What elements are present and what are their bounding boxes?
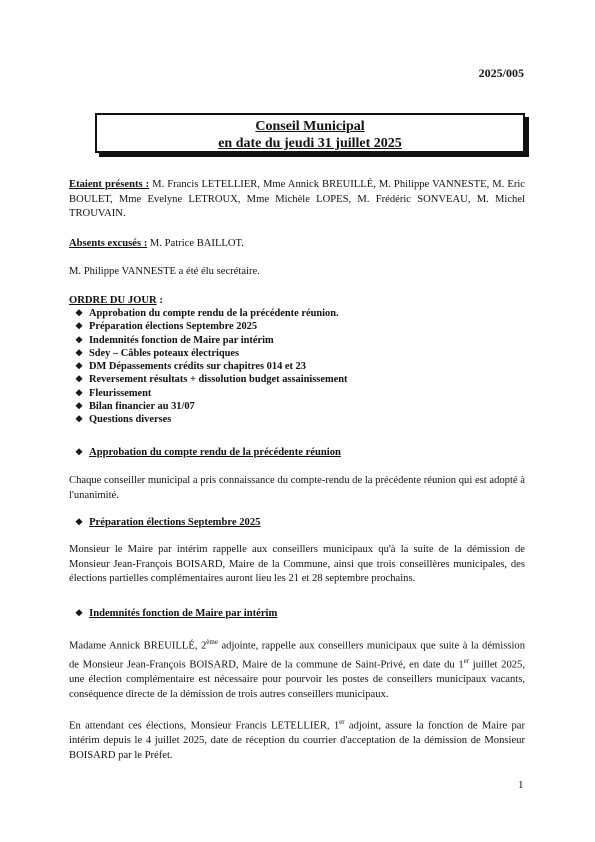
agenda-item: ❖ Approbation du compte rendu de la précédente réunion.: [75, 308, 339, 319]
section-body-approbation: Chaque conseiller municipal a pris connaissance du compte-rendu de la précédente réunion qui est adopté à l'unanimité.: [69, 475, 525, 501]
title-box: [95, 113, 525, 153]
document-reference: 2025/005: [478, 66, 524, 80]
diamond-bullet-icon: ❖: [75, 517, 84, 527]
present-paragraph: [69, 178, 525, 222]
section-heading-indemnites: ❖ Indemnités fonction de Maire par intérim: [75, 608, 278, 619]
diamond-bullet-icon: ❖: [75, 374, 84, 385]
agenda-item: ❖ Indemnités fonction de Maire par intérim: [75, 334, 274, 346]
agenda-colon: :: [156, 295, 163, 306]
present-label: Etaient présents :: [69, 179, 150, 190]
diamond-bullet-icon: ❖: [75, 608, 84, 618]
diamond-bullet-icon: ❖: [75, 447, 84, 457]
section-body-indemnites-2: En attendant ces élections, Monsieur Francis LETELLIER, 1er adjoint, assure la fonction de Maire par intérim depuis le 4 juillet 2025, date de réception du courrier d'acceptation de la démission de Monsieur BOISARD par le Préfet.: [69, 718, 525, 761]
secretary-paragraph: M. Philippe VANNESTE a été élu secrétaire.: [69, 266, 260, 277]
diamond-bullet-icon: ❖: [75, 347, 84, 358]
agenda-item: ❖ Préparation élections Septembre 2025: [75, 321, 258, 333]
agenda-item: ❖ Sdey – Câbles poteaux électriques: [75, 347, 240, 359]
section-heading-approbation: ❖ Approbation du compte rendu de la précédente réunion: [75, 447, 341, 458]
diamond-bullet-icon: ❖: [75, 387, 84, 398]
diamond-bullet-icon: ❖: [75, 308, 84, 318]
section-heading-elections: ❖ Préparation élections Septembre 2025: [75, 517, 261, 528]
diamond-bullet-icon: ❖: [75, 321, 84, 332]
agenda-label: ORDRE DU JOUR: [69, 295, 157, 306]
title-line-2: en date du jeudi 31 juillet 2025: [218, 136, 402, 151]
section-body-elections: Monsieur le Maire par intérim rappelle aux conseillers municipaux qu'à la suite de la démission de Monsieur Jean-François BOISARD, Maire de la Commune, ainsi que trois conseillères municipales, des élections partielles complémentaires auront lieu les 21 et 28 septembre prochains.: [69, 544, 525, 584]
agenda-item: ❖ Questions diverses: [75, 414, 172, 426]
diamond-bullet-icon: ❖: [75, 361, 84, 372]
title-line-1: Conseil Municipal: [255, 119, 365, 134]
diamond-bullet-icon: ❖: [75, 334, 84, 345]
section-body-indemnites-1: Madame Annick BREUILLÉ, 2ème adjointe, rappelle aux conseillers municipaux que suite à la démission de Monsieur Jean-François BOISARD, Maire de la commune de Saint-Privé, en date du 1er juillet 2025, une élection complémentaire est nécessaire pour pourvoir les postes de conseillers municipaux vacants, conséquence directe de la démission de trois autres conseillers municipaux.: [69, 638, 525, 700]
agenda-item: ❖ Bilan financier au 31/07: [75, 401, 195, 413]
present-list: M. Francis LETELLIER, Mme Annick BREUILLÉ, M. Philippe VANNESTE, M. Eric BOULET, Mme Evelyne LETROUX, Mme Michèle LOPES, M. Frédéric SONVEAU, M. Michel TROUVAIN.: [69, 179, 525, 219]
absent-list: M. Patrice BAILLOT.: [147, 238, 244, 249]
absent-paragraph: [69, 237, 525, 252]
diamond-bullet-icon: ❖: [75, 401, 84, 412]
agenda-item: ❖ DM Dépassements crédits sur chapitres 014 et 23: [75, 361, 306, 373]
agenda-item: ❖ Fleurissement: [75, 387, 152, 399]
diamond-bullet-icon: ❖: [75, 414, 84, 425]
absent-label: Absents excusés :: [69, 238, 148, 249]
agenda-item: ❖ Reversement résultats + dissolution budget assainissement: [75, 374, 348, 386]
page-number: 1: [518, 779, 524, 791]
agenda-list: [75, 307, 347, 427]
